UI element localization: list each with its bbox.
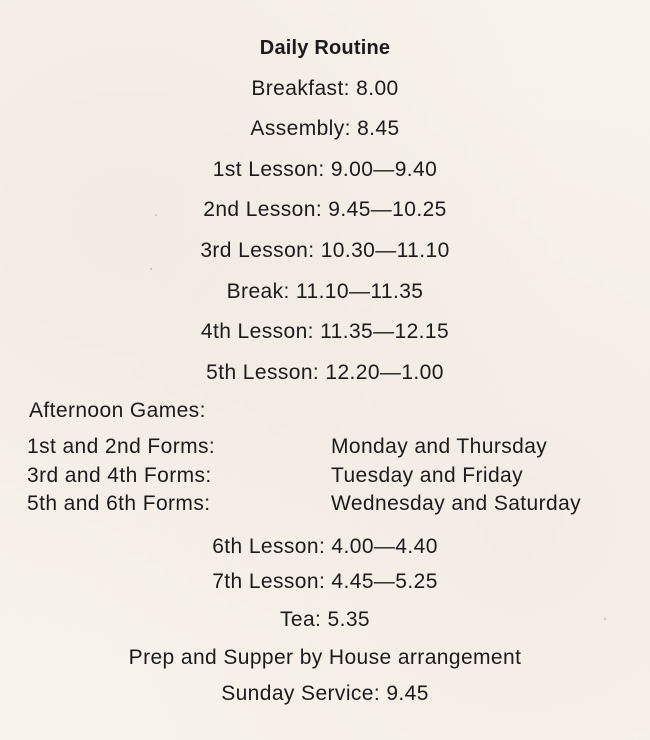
schedule-line-lesson-7: 7th Lesson: 4.45—5.25 (212, 570, 438, 593)
games-row (0, 491, 650, 517)
schedule-line-breakfast: Breakfast: 8.00 (251, 77, 399, 100)
games-days: Tuesday and Friday (331, 464, 524, 487)
games-forms: 5th and 6th Forms: (27, 492, 211, 515)
schedule-line-tea: Tea: 5.35 (280, 608, 370, 631)
games-row (0, 434, 650, 460)
schedule-line-sunday: Sunday Service: 9.45 (221, 682, 429, 705)
schedule-line-lesson-2: 2nd Lesson: 9.45—10.25 (203, 198, 447, 221)
page-title: Daily Routine (259, 37, 391, 59)
schedule-line-break: Break: 11.10—11.35 (226, 280, 424, 303)
paper-speck (150, 268, 152, 270)
schedule-line-lesson-6: 6th Lesson: 4.00—4.40 (212, 535, 438, 558)
schedule-line-lesson-4: 4th Lesson: 11.35—12.15 (200, 320, 450, 343)
games-days: Wednesday and Saturday (331, 492, 582, 515)
schedule-line-lesson-3: 3rd Lesson: 10.30—11.10 (200, 239, 450, 262)
games-days: Monday and Thursday (331, 435, 548, 458)
schedule-line-lesson-5: 5th Lesson: 12.20—1.00 (206, 361, 444, 384)
games-row (0, 463, 650, 489)
games-forms: 1st and 2nd Forms: (27, 435, 216, 458)
schedule-line-lesson-1: 1st Lesson: 9.00—9.40 (212, 158, 438, 181)
schedule-line-assembly: Assembly: 8.45 (250, 117, 400, 140)
games-forms: 3rd and 4th Forms: (27, 464, 212, 487)
schedule-line-prep: Prep and Supper by House arrangement (128, 646, 522, 669)
games-heading: Afternoon Games: (29, 399, 206, 422)
